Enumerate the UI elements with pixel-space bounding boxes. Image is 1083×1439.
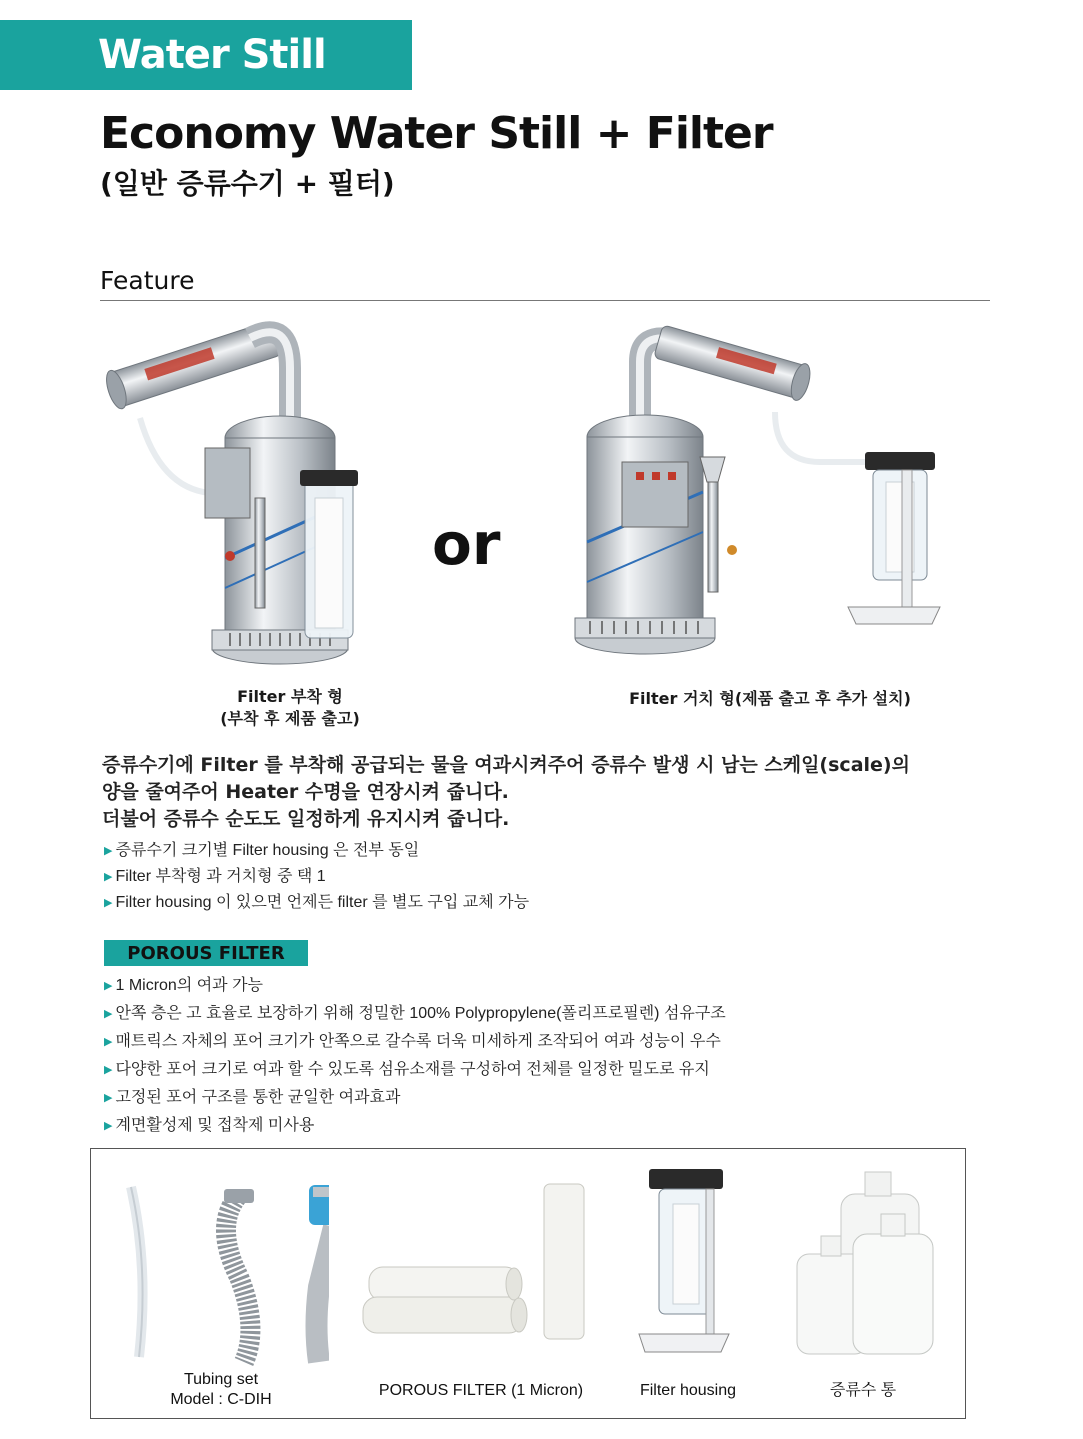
tubing-set-caption [141, 1370, 301, 1410]
list-item: ▶ 증류수기 크기별 Filter housing 은 전부 동일 [104, 842, 420, 859]
filter-housing-caption: Filter housing [639, 1382, 737, 1399]
list-item: ▶ Filter 부착형 과 거치형 중 택 1 [104, 868, 326, 885]
list-item: ▶ 안쪽 층은 고 효율로 보장하기 위해 정밀한 100% Polypropylene(폴리프로필렌) 섬유구조 [104, 1005, 726, 1022]
bullet-triangle-icon: ▶ [104, 845, 113, 857]
feature-bullet-list [104, 838, 529, 916]
category-banner: Water Still [0, 20, 412, 90]
water-still-attached-filter-image [100, 308, 390, 683]
distilled-tank-caption: 증류수 통 [829, 1382, 897, 1399]
bullet-triangle-icon: ▶ [104, 1120, 113, 1132]
or-separator: or [432, 510, 501, 578]
tubing-set-image [119, 1167, 329, 1367]
product-subtitle: (일반 증류수기 + 필터) [100, 167, 395, 200]
description-line: 증류수기에 Filter 를 부착해 공급되는 물을 여과시켜주어 증류수 발생 시 남는 스케일(scale)의 [102, 754, 910, 776]
bullet-triangle-icon: ▶ [104, 897, 113, 909]
parts-panel [90, 1148, 966, 1419]
bullet-triangle-icon: ▶ [104, 1008, 113, 1020]
porous-filter-image [359, 1179, 609, 1369]
tubing-set-label: Tubing set [183, 1371, 259, 1388]
tubing-model-label: Model : C-DIH [170, 1391, 272, 1408]
porous-filter-label: POROUS FILTER [104, 940, 308, 966]
porous-filter-caption: POROUS FILTER (1 Micron) [378, 1382, 584, 1399]
bullet-triangle-icon: ▶ [104, 1036, 113, 1048]
bullet-triangle-icon: ▶ [104, 871, 113, 883]
list-item: ▶ 다양한 포어 크기로 여과 할 수 있도록 섬유소재를 구성하여 전체를 일정한 밀도로 유지 [104, 1061, 710, 1078]
bullet-triangle-icon: ▶ [104, 1064, 113, 1076]
option-b-caption: Filter 거치 형(제품 출고 후 추가 설치) [629, 689, 911, 708]
bullet-triangle-icon: ▶ [104, 980, 113, 992]
option-a-caption [190, 686, 390, 730]
list-item: ▶ 고정된 포어 구조를 통한 균일한 여과효과 [104, 1089, 401, 1106]
option-a-caption-line2: (부착 후 제품 출고) [220, 709, 360, 728]
product-title: Economy Water Still + Filter [100, 108, 773, 159]
list-item: ▶ Filter housing 이 있으면 언제든 filter 를 별도 구입 교체 가능 [104, 894, 530, 911]
filter-housing-image [631, 1164, 731, 1364]
list-item: ▶ 매트릭스 자체의 포어 크기가 안쪽으로 갈수록 더욱 미세하게 조작되어 여과 성능이 우수 [104, 1033, 721, 1050]
description-line: 양을 줄여주어 Heater 수명을 연장시켜 줍니다. [102, 781, 509, 803]
bullet-triangle-icon: ▶ [104, 1092, 113, 1104]
porous-bullet-list [104, 973, 726, 1141]
list-item: ▶ 1 Micron의 여과 가능 [104, 977, 263, 994]
distilled-water-tank-image [791, 1164, 941, 1364]
feature-heading: Feature [100, 266, 195, 295]
description-line: 더불어 증류수 순도도 일정하게 유지시켜 줍니다. [102, 808, 510, 830]
water-still-standalone-filter-image [560, 312, 950, 677]
list-item: ▶ 계면활성제 및 접착제 미사용 [104, 1117, 315, 1134]
feature-divider [100, 300, 990, 301]
description-paragraph [102, 752, 1002, 833]
option-a-caption-line1: Filter 부착 형 [237, 687, 343, 706]
